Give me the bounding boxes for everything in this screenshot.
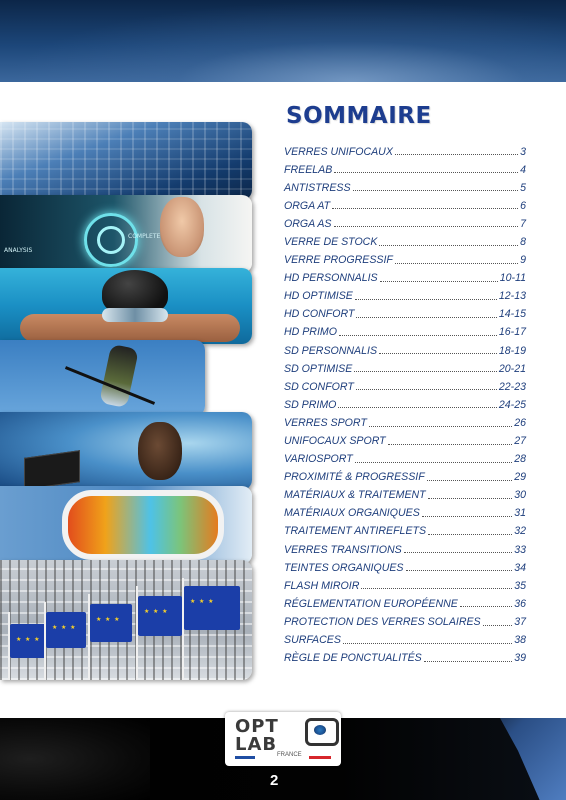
toc-entry-label: PROXIMITÉ & PROGRESSIF (284, 471, 425, 484)
toc-dot-leader (334, 171, 518, 173)
toc-entry[interactable] (284, 139, 526, 157)
photo-man-computer (0, 412, 252, 490)
toc-entry[interactable] (284, 392, 526, 410)
toc-entry-label: RÈGLE DE PONCTUALITÉS (284, 652, 422, 665)
toc-entry-page: 31 (514, 507, 526, 520)
photo-eu-flags (0, 560, 252, 680)
toc-entry-label: MATÉRIAUX & TRAITEMENT (284, 489, 426, 502)
toc-entry-page: 7 (520, 217, 526, 230)
toc-entry-page: 29 (514, 471, 526, 484)
toc-entry[interactable] (284, 248, 526, 266)
toc-entry-page: 37 (514, 615, 526, 628)
logo-word-lab: LAB (235, 734, 278, 755)
photo-tech-analysis (0, 195, 252, 273)
table-of-contents (284, 139, 526, 664)
toc-entry[interactable] (284, 266, 526, 284)
eu-flag (90, 604, 132, 642)
toc-entry-label: TRAITEMENT ANTIREFLETS (284, 525, 427, 538)
toc-entry-page: 28 (514, 453, 526, 466)
toc-dot-leader (427, 479, 513, 481)
toc-dot-leader (334, 225, 519, 227)
toc-entry-page: 27 (514, 435, 526, 447)
eu-flag (10, 624, 46, 658)
toc-entry-label: HD OPTIMISE (284, 290, 353, 303)
toc-entry-label: VERRES UNIFOCAUX (284, 145, 393, 158)
toc-dot-leader (355, 461, 513, 463)
complete-text: COMPLETE (128, 233, 161, 240)
toc-entry[interactable] (284, 609, 526, 627)
toc-entry-page: 38 (514, 634, 526, 647)
toc-entry[interactable] (284, 573, 526, 591)
toc-entry[interactable] (284, 628, 526, 646)
toc-dot-leader (369, 425, 512, 427)
toc-dot-leader (380, 280, 498, 282)
toc-dot-leader (483, 624, 513, 626)
toc-dot-leader (332, 207, 518, 209)
toc-entry-label: ORGA AS (284, 217, 332, 230)
toc-entry-label: SD CONFORT (284, 380, 354, 393)
toc-entry-page: 36 (514, 597, 526, 610)
toc-entry[interactable] (284, 483, 526, 501)
toc-entry[interactable] (284, 537, 526, 555)
toc-entry[interactable] (284, 555, 526, 573)
swim-goggles (102, 308, 168, 322)
toc-dot-leader (406, 569, 513, 571)
optlab-logo (225, 712, 341, 766)
toc-dot-leader (395, 153, 518, 155)
eu-flag (184, 586, 240, 630)
toc-dot-leader (395, 262, 518, 264)
toc-entry-label: FLASH MIROIR (284, 579, 360, 592)
toc-entry-page: 10-11 (499, 272, 526, 285)
toc-entry-label: ORGA AT (284, 199, 331, 212)
eu-flag (138, 596, 182, 636)
toc-entry-page: 16-17 (498, 326, 526, 339)
sky-corner (446, 718, 566, 800)
photo-swimmer (0, 268, 252, 344)
toc-dot-leader (424, 660, 512, 662)
analysis-text: ANALYSIS (4, 247, 33, 254)
toc-dot-leader (379, 244, 518, 246)
toc-entry-label: MATÉRIAUX ORGANIQUES (284, 507, 420, 520)
toc-entry[interactable] (284, 284, 526, 302)
toc-entry-label: SD PRIMO (284, 398, 337, 411)
toc-entry-label: VARIOSPORT (284, 453, 353, 466)
toc-dot-leader (354, 370, 497, 372)
toc-entry[interactable] (284, 374, 526, 392)
toc-entry-label: HD PRIMO (284, 326, 337, 339)
logo-word-opt: OPT (235, 716, 279, 737)
toc-entry-label: HD PERSONNALIS (284, 272, 378, 285)
logo-country: FRANCE (277, 752, 302, 758)
rock-silhouette (0, 718, 150, 800)
toc-entry[interactable] (284, 591, 526, 609)
woman-face (160, 197, 204, 257)
toc-entry[interactable] (284, 465, 526, 483)
toc-dot-leader (422, 515, 512, 517)
toc-entry[interactable] (284, 338, 526, 356)
toc-entry[interactable] (284, 447, 526, 465)
toc-dot-leader (428, 533, 512, 535)
toc-entry-page: 33 (514, 543, 526, 556)
photo-skier (0, 340, 205, 416)
toc-entry-page: 39 (514, 652, 526, 665)
flag-stripe-blue (235, 756, 255, 759)
toc-dot-leader (343, 642, 512, 644)
eye-icon (305, 718, 339, 746)
toc-entry[interactable] (284, 175, 526, 193)
toc-entry-label: VERRE PROGRESSIF (284, 254, 393, 267)
toc-dot-leader (356, 388, 497, 390)
toc-dot-leader (404, 551, 512, 553)
toc-entry-label: HD CONFORT (284, 308, 355, 321)
toc-entry-label: ANTISTRESS (284, 181, 351, 194)
toc-entry-page: 18-19 (498, 344, 526, 357)
skier-figure (99, 344, 139, 409)
toc-entry-label: SURFACES (284, 634, 341, 647)
toc-dot-leader (460, 605, 512, 607)
toc-entry-page: 8 (520, 235, 526, 248)
mirror-goggles (62, 490, 224, 560)
toc-dot-leader (338, 406, 497, 408)
toc-entry-label: VERRES TRANSITIONS (284, 543, 402, 556)
toc-dot-leader (353, 189, 519, 191)
flag-stripe-red (309, 756, 331, 759)
hud-inner-ring-icon (97, 226, 125, 254)
toc-entry-label: FREELAB (284, 163, 333, 176)
toc-entry-label: VERRES SPORT (284, 416, 367, 429)
toc-entry[interactable] (284, 193, 526, 211)
page-title: SOMMAIRE (286, 103, 432, 129)
toc-entry-page: 35 (514, 579, 526, 592)
toc-dot-leader (339, 334, 497, 336)
toc-entry[interactable] (284, 302, 526, 320)
toc-entry-label: TEINTES ORGANIQUES (284, 561, 404, 574)
page-number: 2 (270, 772, 279, 789)
toc-entry[interactable] (284, 501, 526, 519)
man-head (138, 422, 182, 480)
toc-entry[interactable] (284, 320, 526, 338)
toc-entry-page: 4 (520, 163, 526, 176)
toc-dot-leader (356, 316, 496, 318)
toc-entry[interactable] (284, 157, 526, 175)
toc-entry[interactable] (284, 429, 526, 447)
eu-flag (46, 612, 86, 648)
toc-entry-page: 6 (520, 199, 526, 212)
toc-entry[interactable] (284, 646, 526, 664)
toc-entry-page: 30 (514, 489, 526, 502)
toc-entry-label: UNIFOCAUX SPORT (284, 435, 386, 447)
toc-entry-label: RÉGLEMENTATION EUROPÉENNE (284, 597, 458, 610)
toc-entry[interactable] (284, 211, 526, 229)
toc-entry-label: SD OPTIMISE (284, 362, 353, 375)
toc-entry[interactable] (284, 410, 526, 428)
toc-dot-leader (379, 352, 497, 354)
toc-entry[interactable] (284, 229, 526, 247)
toc-entry-page: 14-15 (498, 308, 526, 321)
toc-entry-page: 3 (520, 145, 526, 158)
toc-entry-page: 32 (514, 525, 526, 538)
photo-ski-goggles (0, 486, 252, 564)
photo-skyscraper (0, 122, 252, 200)
toc-dot-leader (361, 587, 512, 589)
computer-monitor (24, 450, 80, 490)
toc-entry-label: VERRE DE STOCK (284, 235, 378, 248)
toc-entry-page: 34 (514, 561, 526, 574)
toc-entry-label: PROTECTION DES VERRES SOLAIRES (284, 615, 481, 628)
top-header-banner (0, 0, 566, 82)
toc-entry[interactable] (284, 356, 526, 374)
toc-dot-leader (388, 443, 513, 445)
toc-dot-leader (428, 497, 513, 499)
toc-entry-page: 20-21 (498, 362, 526, 375)
toc-entry-page: 12-13 (498, 290, 526, 303)
toc-entry-page: 26 (514, 416, 526, 429)
toc-dot-leader (355, 298, 497, 300)
toc-entry-page: 9 (520, 254, 526, 267)
toc-entry-page: 24-25 (498, 398, 526, 411)
toc-entry[interactable] (284, 519, 526, 537)
toc-entry-label: SD PERSONNALIS (284, 344, 378, 357)
toc-entry-page: 5 (520, 181, 526, 194)
toc-entry-page: 22-23 (498, 380, 526, 393)
